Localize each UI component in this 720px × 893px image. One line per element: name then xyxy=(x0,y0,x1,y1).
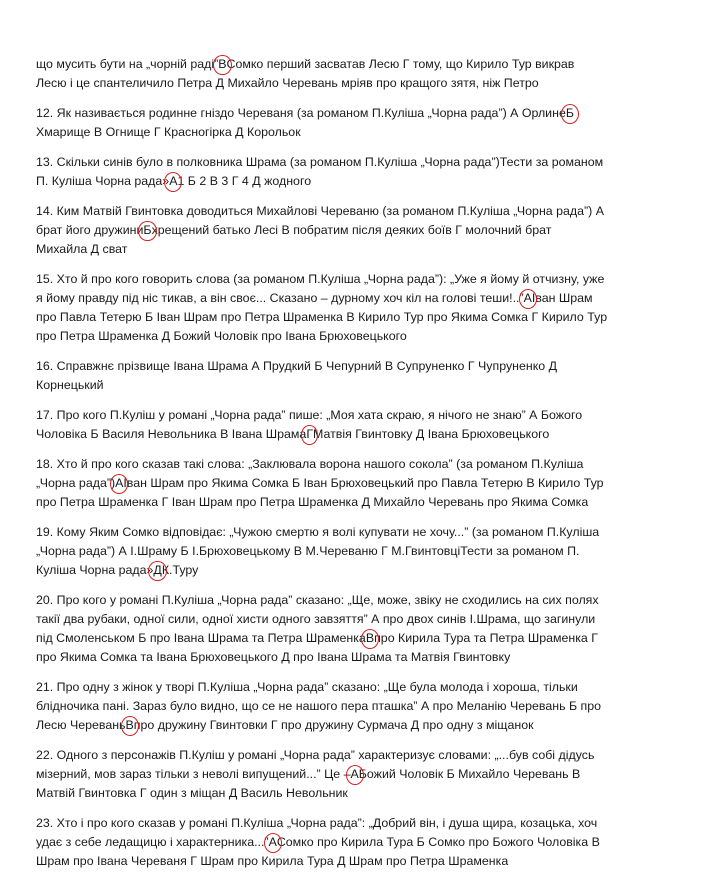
text-line xyxy=(36,697,601,716)
text-line xyxy=(36,493,588,512)
answer-mark: В xyxy=(366,629,374,648)
text-segment: Божий Чоловік Б Михайло Черевань В xyxy=(358,767,581,781)
answer-mark: А xyxy=(524,289,532,308)
text-segment: про Павла Тетерю Б Іван Шрам про Петра Шраменка В Кирило Тур про Якима Сомка Г Кирило Тур xyxy=(36,310,608,324)
text-line xyxy=(36,221,551,240)
text-segment: брат його дружини xyxy=(36,223,144,237)
text-line xyxy=(36,629,598,648)
text-line xyxy=(36,55,574,74)
text-line xyxy=(36,123,301,142)
answer-mark: Д xyxy=(153,561,161,580)
answer-mark: А xyxy=(269,833,277,852)
text-line xyxy=(36,376,104,395)
text-line xyxy=(36,308,607,327)
question-line xyxy=(36,406,582,425)
answer-mark: В xyxy=(126,716,134,735)
question-line xyxy=(36,523,599,542)
text-segment: 20. Про кого у романі П.Куліша „Чорна рада” сказано: „Ще, може, звіку не сходились на сих полях xyxy=(36,593,599,607)
text-segment: 1 Б 2 В 3 Г 4 Д жодного xyxy=(177,174,312,188)
text-segment: мізерний, мов зараз тільки з неволі випущений...” Це – xyxy=(36,767,351,781)
question-line xyxy=(36,678,578,697)
answer-mark: А xyxy=(169,172,177,191)
question-line xyxy=(36,455,583,474)
text-line xyxy=(36,833,600,852)
text-segment: Хмарище В Огнище Г Красногірка Д Корольок xyxy=(36,125,301,139)
text-segment: 14. Ким Матвій Гвинтовка доводиться Михайлові Череваню (за романом П.Куліша „Чорна рада”) А xyxy=(36,204,604,218)
text-segment: про Кирила Тура та Петра Шраменка Г xyxy=(374,631,598,645)
text-line xyxy=(36,289,593,308)
text-segment: 19. Кому Яким Сомко відповідає: „Чужою смертю я волі купувати не хочу...” (за романом П.Куліша xyxy=(36,525,600,539)
text-segment: 22. Одного з персонажів П.Куліш у романі „Чорна рада” характеризує словами: „...був собі дідусь xyxy=(36,748,595,762)
text-line xyxy=(36,240,127,259)
text-segment: що мусить бути на „чорній раді” xyxy=(36,57,219,71)
text-segment: хрещений батько Лесі В побратим після деяких боїв Г молочний брат xyxy=(151,223,552,237)
question-line xyxy=(36,814,597,833)
text-segment: 13. Скільки синів було в полковника Шрама (за романом П.Куліша „Чорна рада”)Тести за романом xyxy=(36,155,604,169)
text-segment: 23. Хто і про кого сказав у романі П.Куліша „Чорна рада”: „Добрий він, і душа щира, козацька, хоч xyxy=(36,816,598,830)
question-line xyxy=(36,153,603,172)
text-line xyxy=(36,74,539,93)
text-segment: про дружину Гвинтовки Г про дружину Сурмача Д про одну з міщанок xyxy=(133,718,534,732)
answer-mark: А xyxy=(351,765,359,784)
question-line xyxy=(36,270,604,289)
question-line xyxy=(36,746,594,765)
text-segment: П. Куліша Чорна рада» xyxy=(36,174,170,188)
text-segment: „Чорна рада”) xyxy=(36,476,116,490)
text-line xyxy=(36,474,604,493)
text-segment: про Петра Шраменка Г Іван Шрам про Петра Шраменка Д Михайло Черевань про Якима Сомка xyxy=(36,495,589,509)
text-line xyxy=(36,716,534,735)
text-segment: Корнецький xyxy=(36,378,104,392)
text-segment: Чоловіка Б Василя Невольника В Івана Шрама xyxy=(36,427,307,441)
text-segment: такії два рубаки, одної сили, одної хисти одного завзяття” А про двох синів І.Шрама, що загинули xyxy=(36,612,596,626)
text-line xyxy=(36,425,549,444)
text-segment: 15. Хто й про кого говорить слова (за романом П.Куліша „Чорна рада”): „Уже я йому й отчизну, уже xyxy=(36,272,605,286)
text-segment: 21. Про одну з жінок у творі П.Куліша „Чорна рада” сказано: „Ще була молода і хороша, тільки xyxy=(36,680,578,694)
text-segment: Лесю і це спантеличило Петра Д Михайло Черевань мріяв про кращого зятя, ніж Петро xyxy=(36,76,539,90)
text-line xyxy=(36,852,508,871)
text-segment: про Петра Шраменка Д Божий Чоловік про Івана Брюховецького xyxy=(36,329,407,343)
answer-mark: Б xyxy=(566,104,574,123)
text-line xyxy=(36,610,595,629)
answer-mark: Б xyxy=(143,221,151,240)
text-segment: К.Туру xyxy=(161,563,199,577)
question-line xyxy=(36,202,604,221)
answer-mark: А xyxy=(115,474,123,493)
answer-mark: В xyxy=(218,55,226,74)
text-segment: Іван Шрам xyxy=(531,291,593,305)
text-segment: під Смоленськом Б про Івана Шрама та Петра Шраменка xyxy=(36,631,366,645)
text-line xyxy=(36,765,580,784)
answer-mark: Г xyxy=(306,425,313,444)
text-segment: я йому правду під ніс тикав, а він своє... Сказано – дурному хоч кіл на голові теши!..” xyxy=(36,291,524,305)
text-segment: про Якима Сомка та Івана Брюховецького Д про Івана Шрама та Матвія Гвинтовку xyxy=(36,650,511,664)
text-line xyxy=(36,561,198,580)
question-line xyxy=(36,591,599,610)
text-segment: 12. Як називається родинне гніздо Череваня (за романом П.Куліша „Чорна рада”) А Орлине xyxy=(36,106,566,120)
question-line xyxy=(36,104,574,123)
text-segment: Іван Шрам про Якима Сомка Б Іван Брюховецький про Павла Тетерю В Кирило Тур xyxy=(123,476,604,490)
text-segment: Матвій Гвинтовка Г один з міщан Д Василь Невольник xyxy=(36,786,348,800)
text-line xyxy=(36,648,510,667)
text-segment: 17. Про кого П.Куліш у романі „Чорна рада” пише: „Моя хата скраю, я нічого не знаю” А Божого xyxy=(36,408,583,422)
text-segment: Михайла Д сват xyxy=(36,242,128,256)
text-segment: 18. Хто й про кого сказав такі слова: „Заклювала ворона нашого сокола” (за романом П.Куліша xyxy=(36,457,584,471)
text-segment: Шрам про Івана Череваня Г Шрам про Кирила Тура Д Шрам про Петра Шраменка xyxy=(36,854,509,868)
text-segment: „Чорна рада”) А І.Шраму Б І.Брюховецькому В М.Череваню Г М.ГвинтовціТести за романом П. xyxy=(36,544,580,558)
text-segment: Куліша Чорна рада» xyxy=(36,563,154,577)
text-segment: Матвія Гвинтовку Д Івана Брюховецького xyxy=(313,427,550,441)
text-segment: 16. Справжнє прізвище Івана Шрама А Прудкий Б Чепурний В Супруненко Г Чупруненко Д xyxy=(36,359,558,373)
text-segment: Сомко перший засватав Лесю Г тому, що Кирило Тур викрав xyxy=(226,57,575,71)
question-line xyxy=(36,357,557,376)
text-segment: удає з себе ледащицю і характерника...” xyxy=(36,835,269,849)
text-line xyxy=(36,542,579,561)
text-segment: Сомко про Кирила Тура Б Сомко про Божого Чоловіка В xyxy=(276,835,600,849)
text-segment: Лесю Черевань xyxy=(36,718,126,732)
text-line xyxy=(36,172,311,191)
text-line xyxy=(36,327,407,346)
text-segment: блідночика пані. Зараз було видно, що се не нашого пера пташка” А про Меланію Черевань Б про xyxy=(36,699,602,713)
text-line xyxy=(36,784,348,803)
